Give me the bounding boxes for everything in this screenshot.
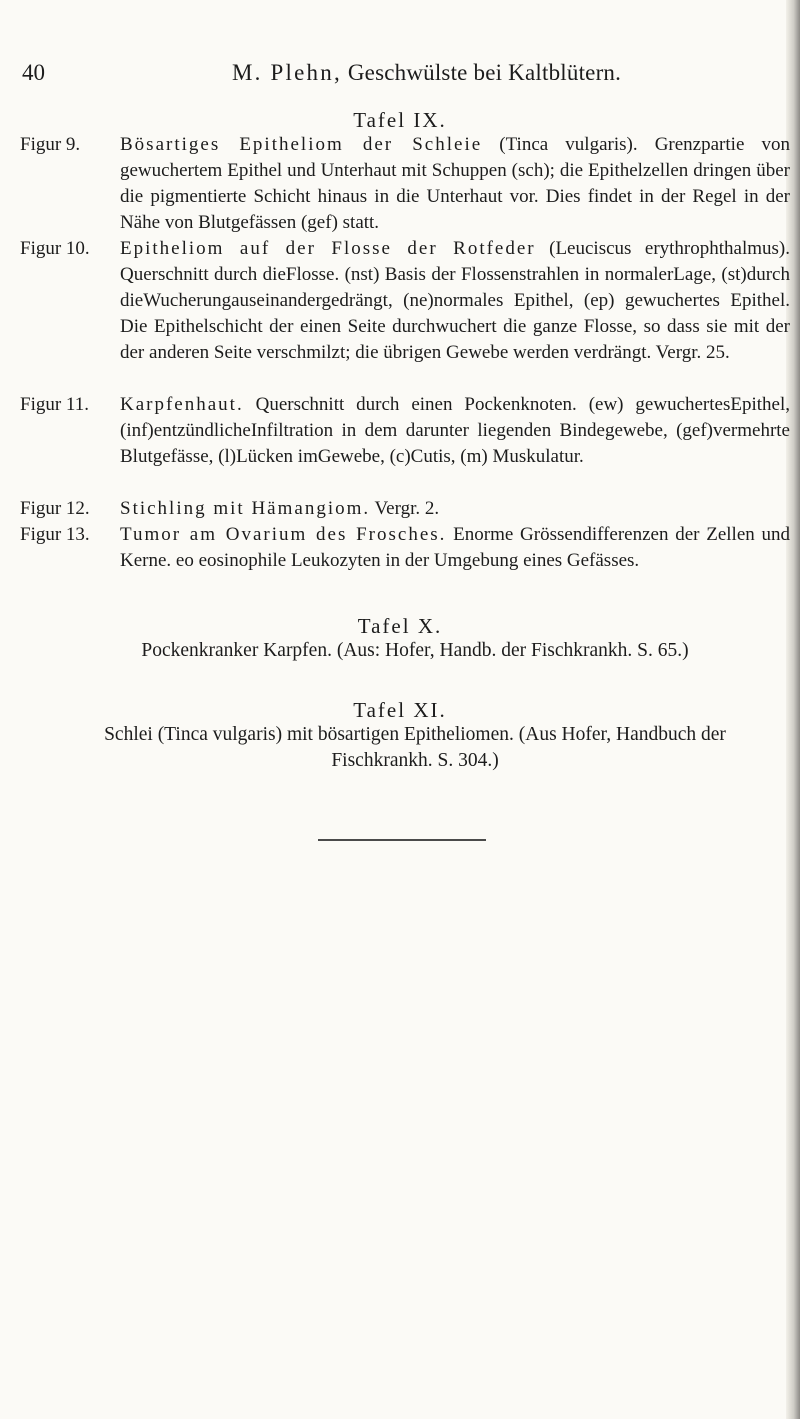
- figure-label: Figur 12.: [20, 498, 90, 519]
- figure-10-caption: [20, 236, 790, 366]
- running-title: [232, 60, 621, 86]
- running-head: [0, 60, 800, 90]
- figure-description: Querschnitt durch einen Pockenknoten. (ew) gewuchertesEpithel, (inf)entzündlicheInfiltration in dem darunter liegenden Bindegewebe, (gef)vermehrte Blutgefässe, (l)Lücken imGewebe, (c)Cutis, (m) Muskulatur.: [120, 394, 790, 467]
- figure-lead: Epitheliom auf der Flosse der Rotfeder: [120, 238, 536, 259]
- figure-11-caption: [20, 392, 790, 470]
- figure-lead: Karpfenhaut.: [120, 394, 244, 415]
- figure-13-caption: [20, 522, 790, 574]
- figure-lead: Tumor am Ovarium des Frosches.: [120, 524, 447, 545]
- figure-text: [120, 236, 790, 366]
- figure-lead: Stichling mit Hämangiom.: [120, 498, 371, 519]
- figure-description: Enorme Grössendifferenzen der Zellen und Kerne. eo eosinophile Leukozyten in der Umgebung eines Gefässes.: [120, 524, 791, 571]
- figure-text: [120, 392, 790, 470]
- figure-description: Vergr. 2.: [370, 498, 440, 519]
- figure-label: Figur 10.: [20, 238, 90, 259]
- figure-label: Figur 13.: [20, 524, 90, 545]
- figure-12-caption: [20, 496, 790, 522]
- figure-9-caption: [20, 132, 790, 236]
- figure-label: Figur 11.: [20, 394, 89, 415]
- plate-title-ix: Tafel IX.: [353, 108, 447, 132]
- plate-title-xi: Tafel XI.: [353, 698, 447, 722]
- figure-text: [120, 522, 790, 574]
- figure-text: [120, 496, 790, 522]
- author-name: M. Plehn,: [232, 60, 342, 85]
- figure-lead: Bösartiges Epitheliom der Schleie: [120, 134, 483, 155]
- book-title: Geschwülste bei Kaltblütern.: [347, 60, 622, 85]
- page-number: 40: [22, 60, 45, 85]
- figure-description: (Tinca vulgaris). Grenzpartie von gewuchertem Epithel und Unterhaut mit Schuppen (sch); die Epithelzellen dringen über die pigmentierte Schicht hinaus in die Unterhaut vor. Dies findet in der Regel in der Nähe von Blutgefässen (gef) statt.: [120, 134, 790, 233]
- plate-title-x: Tafel X.: [357, 614, 443, 638]
- plate-xi-caption: Schlei (Tinca vulgaris) mit bösartigen Epitheliomen. (Aus Hofer, Handbuch der Fischkrankh. S. 304.): [104, 724, 726, 771]
- closing-rule: [318, 839, 486, 841]
- figure-text: [120, 132, 790, 236]
- figure-label: Figur 9.: [20, 134, 81, 155]
- plate-x-caption: Pockenkranker Karpfen. (Aus: Hofer, Handb. der Fischkrankh. S. 65.): [141, 640, 689, 661]
- figure-description: (Leuciscus erythrophthalmus). Querschnitt durch dieFlosse. (nst) Basis der Flossenstrahlen in normalerLage, (st)durch dieWucherungauseinandergedrängt, (ne)normales Epithel, (ep) gewuchertes Epithel. Die Epithelschicht der einen Seite durchwuchert die ganze Flosse, so dass sie mit der der anderen Seite verschmilzt; die übrigen Gewebe werden verdrängt. Vergr. 25.: [120, 238, 790, 363]
